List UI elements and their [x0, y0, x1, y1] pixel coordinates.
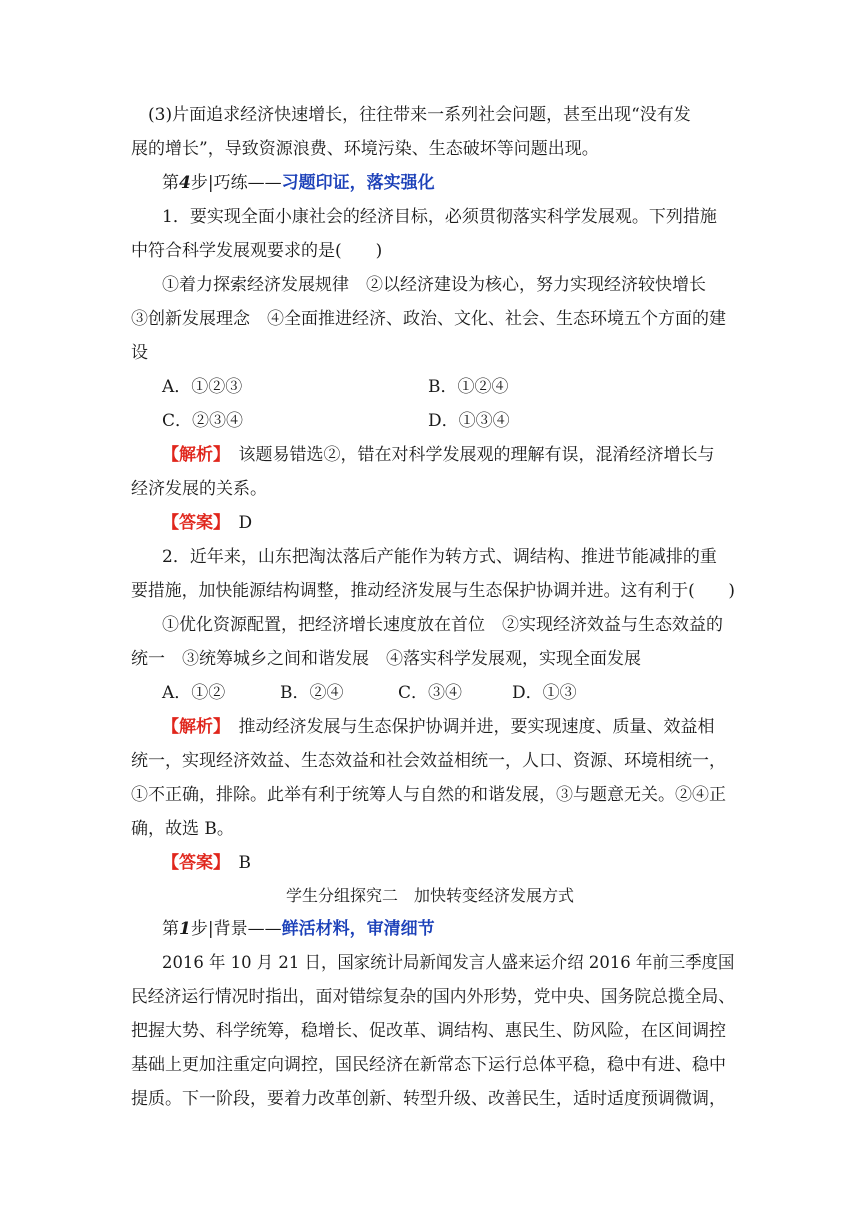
step-prefix: 第 — [162, 173, 179, 193]
q2-analysis — [162, 715, 715, 739]
q2-analysis-cont: 统一，实现经济效益、生态效益和社会效益相统一，人口、资源、环境相统一， — [131, 751, 726, 771]
material-line: 民经济运行情况时指出，面对错综复杂的国内外形势，党中央、国务院总揽全局、 — [131, 987, 736, 1007]
q2-option-d: D．①③ — [512, 683, 577, 703]
material-line: 2016 年 10 月 21 日，国家统计局新闻发言人盛来运介绍 2016 年前三季度国 — [162, 953, 735, 973]
answer-label: 【答案】 — [162, 513, 222, 533]
question-2-items-cont: 统一 ③统筹城乡之间和谐发展 ④落实科学发展观，实现全面发展 — [131, 649, 641, 669]
question-1-stem-cont: 中符合科学发展观要求的是( ) — [131, 241, 383, 261]
q2-option-b: B．②④ — [280, 683, 344, 703]
step-label: 步|背景—— — [190, 919, 282, 939]
step-label: 步|巧练—— — [190, 173, 282, 193]
analysis-text: 推动经济发展与生态保护协调并进，要实现速度、质量、效益相 — [238, 717, 715, 737]
q2-analysis-cont: ①不正确，排除。此举有利于统筹人与自然的和谐发展，③与题意无关。②④正 — [131, 785, 726, 805]
q2-option-a: A．①② — [162, 683, 226, 703]
analysis-label: 【解析】 — [162, 445, 222, 465]
q1-option-c: C．②③④ — [162, 411, 244, 431]
q1-option-a: A．①②③ — [162, 377, 243, 397]
step-4-heading — [162, 171, 435, 195]
answer-label: 【答案】 — [162, 853, 222, 873]
q1-option-d: D．①③④ — [428, 411, 510, 431]
q1-analysis — [162, 443, 715, 467]
q1-option-b: B．①②④ — [428, 377, 509, 397]
answer-value: B — [238, 853, 251, 873]
question-1-items: ①着力探索经济发展规律 ②以经济建设为核心，努力实现经济较快增长 — [162, 275, 706, 295]
question-1-stem: 1．要实现全面小康社会的经济目标，必须贯彻落实科学发展观。下列措施 — [162, 207, 717, 227]
analysis-label: 【解析】 — [162, 717, 222, 737]
step-number: 4 — [179, 173, 191, 193]
step-number: 1 — [179, 919, 191, 939]
material-line: 把握大势、科学统筹，稳增长、促改革、调结构、惠民生、防风险，在区间调控 — [131, 1021, 726, 1041]
question-2-stem: 2．近年来，山东把淘汰落后产能作为转方式、调结构、推进节能减排的重 — [162, 547, 717, 567]
step-subtitle: 习题印证，落实强化 — [281, 173, 435, 193]
question-2-stem-cont: 要措施，加快能源结构调整，推动经济发展与生态保护协调并进。这有利于( ) — [131, 581, 736, 601]
material-line: 基础上更加注重定向调控，国民经济在新常态下运行总体平稳，稳中有进、稳中 — [131, 1055, 726, 1075]
analysis-text: 该题易错选②，错在对科学发展观的理解有误，混淆经济增长与 — [238, 445, 715, 465]
q2-option-c: C．③④ — [398, 683, 463, 703]
material-line: 提质。下一阶段，要着力改革创新、转型升级、改善民生，适时适度预调微调， — [131, 1089, 726, 1109]
step-1-heading — [162, 917, 435, 941]
step-prefix: 第 — [162, 919, 179, 939]
q1-answer — [162, 511, 252, 535]
paragraph-line: 展的增长”，导致资源浪费、环境污染、生态破坏等问题出现。 — [131, 139, 599, 159]
q2-analysis-cont: 确，故选 B。 — [131, 819, 234, 839]
paragraph-line: (3)片面追求经济快速增长，往往带来一系列社会问题，甚至出现“没有发 — [148, 105, 691, 125]
question-1-items-cont: 设 — [131, 343, 148, 363]
step-subtitle: 鲜活材料，审清细节 — [281, 919, 435, 939]
question-1-items-cont: ③创新发展理念 ④全面推进经济、政治、文化、社会、生态环境五个方面的建 — [131, 309, 726, 329]
q1-analysis-cont: 经济发展的关系。 — [131, 479, 267, 499]
answer-value: D — [238, 513, 253, 533]
section-title: 学生分组探究二 加快转变经济发展方式 — [285, 886, 574, 905]
q2-answer — [162, 851, 251, 875]
question-2-items: ①优化资源配置，把经济增长速度放在首位 ②实现经济效益与生态效益的 — [162, 615, 723, 635]
